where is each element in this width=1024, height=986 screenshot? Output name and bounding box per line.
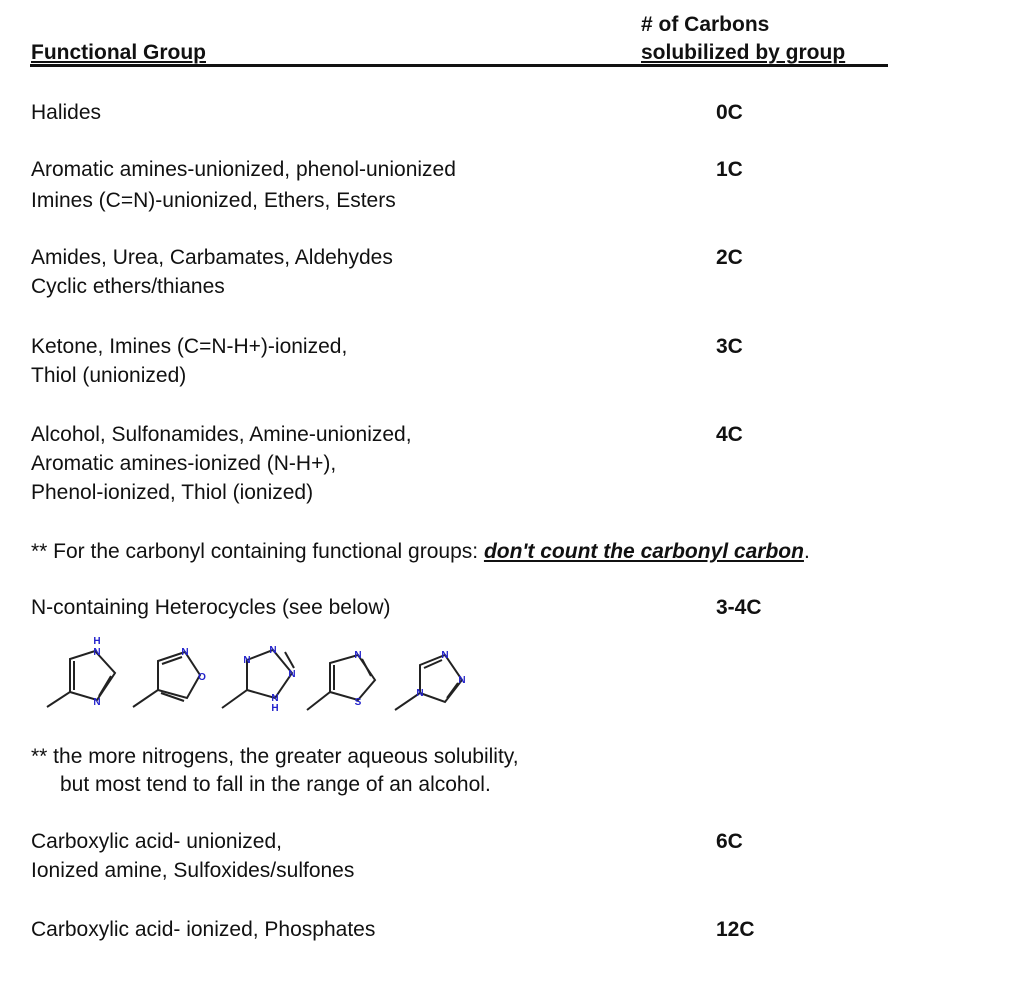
nitrogen-note-line1: ** the more nitrogens, the greater aqueous solubility, xyxy=(31,745,519,768)
row-line: Phenol-ionized, Thiol (ionized) xyxy=(31,481,314,504)
svg-text:N: N xyxy=(93,697,101,708)
column-header-carbons-line1: # of Carbons xyxy=(641,13,770,36)
svg-text:N: N xyxy=(416,688,424,699)
svg-text:H: H xyxy=(271,703,279,714)
carbonyl-note xyxy=(31,537,810,566)
svg-text:N: N xyxy=(354,650,362,661)
row-line: Aromatic amines-unionized, phenol-unionized xyxy=(31,158,456,181)
note-emphasis: don't count the carbonyl carbon xyxy=(483,540,804,563)
note-prefix: ** For the carbonyl containing functional groups: xyxy=(31,540,484,563)
carbons-value: 4C xyxy=(716,423,743,446)
carbons-value: 6C xyxy=(716,830,743,853)
carbons-value: 3C xyxy=(716,335,743,358)
column-header-functional-group: Functional Group xyxy=(31,41,206,64)
row-halides: Halides xyxy=(31,101,102,124)
svg-text:N: N xyxy=(441,650,449,661)
svg-text:O: O xyxy=(198,672,206,683)
nitrogen-note-line2: but most tend to fall in the range of an alcohol. xyxy=(60,773,491,796)
svg-text:N: N xyxy=(288,669,296,680)
row-line: Ionized amine, Sulfoxides/sulfones xyxy=(31,859,355,882)
svg-text:N: N xyxy=(243,655,251,666)
row-line: Imines (C=N)-unionized, Ethers, Esters xyxy=(31,189,396,212)
heterocycles-label: N-containing Heterocycles (see below) xyxy=(31,596,391,619)
row-line: Alcohol, Sulfonamides, Amine-unionized, xyxy=(31,423,412,446)
column-header-carbons-line2: solubilized by group xyxy=(641,41,846,64)
header-rule xyxy=(30,64,888,67)
svg-text:H: H xyxy=(93,636,101,647)
carbons-value: 12C xyxy=(716,918,755,941)
row-line: Carboxylic acid- ionized, Phosphates xyxy=(31,918,376,941)
carbons-value: 0C xyxy=(716,101,743,124)
carbons-value: 1C xyxy=(716,158,743,181)
carbons-value: 3-4C xyxy=(716,596,762,619)
svg-text:N: N xyxy=(458,675,466,686)
isoxazole-structure xyxy=(133,647,206,707)
row-line: Amides, Urea, Carbamates, Aldehydes xyxy=(31,246,393,269)
svg-text:N: N xyxy=(181,647,189,658)
note-suffix: . xyxy=(803,540,810,563)
row-line: Thiol (unionized) xyxy=(31,364,187,387)
carbons-value: 2C xyxy=(716,246,743,269)
svg-text:N: N xyxy=(271,693,279,704)
heterocycle-structures xyxy=(30,630,480,720)
row-line: Ketone, Imines (C=N-H+)-ionized, xyxy=(31,335,348,358)
triazole-structure xyxy=(395,650,466,710)
row-line: Cyclic ethers/thianes xyxy=(31,275,225,298)
tetrazole-structure xyxy=(222,645,296,714)
row-line: Carboxylic acid- unionized, xyxy=(31,830,282,853)
imidazole-structure xyxy=(47,636,115,708)
thiazole-structure xyxy=(307,650,375,710)
row-line: Aromatic amines-ionized (N-H+), xyxy=(31,452,337,475)
svg-text:N: N xyxy=(269,645,277,656)
svg-text:N: N xyxy=(93,647,101,658)
svg-text:S: S xyxy=(354,697,362,708)
